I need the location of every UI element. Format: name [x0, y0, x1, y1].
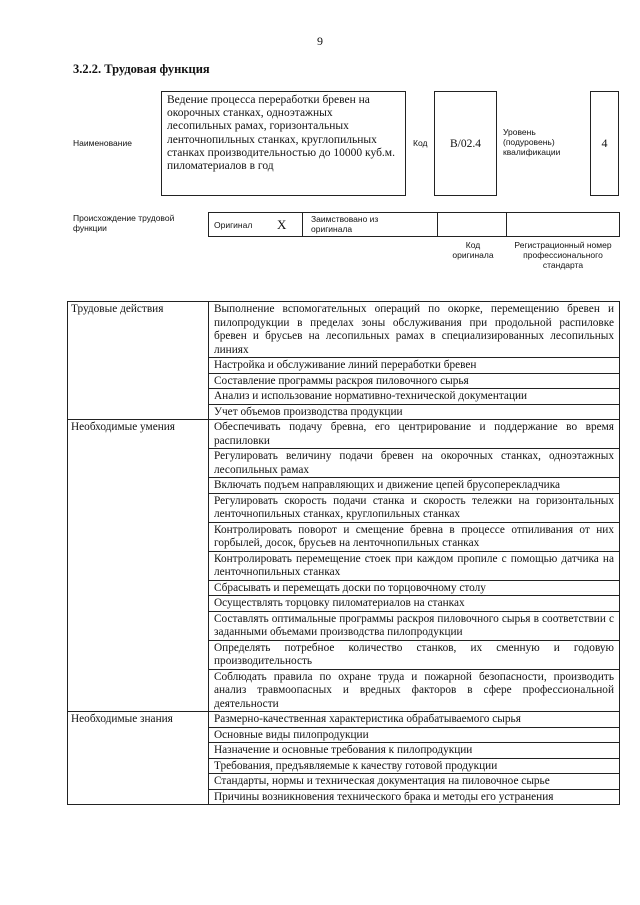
- table-row: [68, 712, 620, 728]
- section-heading: 3.2.2. Трудовая функция: [73, 62, 210, 76]
- function-name-value: Ведение процесса переработки бревен на окорочных станках, одноэтажных лесопильных рамах, горизонтальных ленточнопильных станках, круглопильных станках производительностью до 10000 куб.м. пиломатериалов в год: [167, 94, 395, 173]
- table-cell: Составление программы раскроя пиловочного сырья: [209, 373, 620, 389]
- page-number: 9: [317, 34, 323, 48]
- table-row: [68, 302, 620, 358]
- table-cell: Размерно-качественная характеристика обрабатываемого сырья: [209, 712, 620, 728]
- table-row: [68, 420, 620, 449]
- table-cell: Контролировать перемещение стоек при каждом пропиле с помощью датчика на ленточнопильных станках: [209, 551, 620, 580]
- borrowed-cell: [302, 212, 438, 237]
- borrowed-label: Заимствовано из оригинала: [311, 214, 379, 234]
- table-cell: Регулировать скорость подачи станка и скорость тележки на горизонтальных ленточнопильных станках, круглопильных станках: [209, 493, 620, 522]
- code-original-cell: [437, 212, 507, 237]
- table-cell: Соблюдать правила по охране труда и пожарной безопасности, производить анализ травмоопасных и вредных факторов в сфере профессиональной деятельности: [209, 669, 620, 712]
- function-name-box: [161, 91, 406, 196]
- original-mark: X: [277, 217, 287, 232]
- table-cell: Стандарты, нормы и техническая документация на пиловочное сырье: [209, 774, 620, 790]
- section-label: Необходимые умения: [68, 420, 209, 712]
- section-label: Необходимые знания: [68, 712, 209, 805]
- table-cell: Причины возникновения технического брака и методы его устранения: [209, 789, 620, 805]
- table-cell: Осуществлять торцовку пиломатериалов на станках: [209, 596, 620, 612]
- table-cell: Требования, предъявляемые к качеству готовой продукции: [209, 758, 620, 774]
- level-label: Уровень (подуровень) квалификации: [503, 127, 561, 157]
- table-cell: Учет объемов производства продукции: [209, 404, 620, 420]
- code-box: [434, 91, 497, 196]
- table-cell: Включать подъем направляющих и движение цепей брусоперекладчика: [209, 478, 620, 494]
- table-cell: Анализ и использование нормативно-технической документации: [209, 389, 620, 405]
- reg-number-caption: Регистрационный номер профессионального стандарта: [514, 240, 612, 270]
- level-value: 4: [601, 136, 608, 150]
- table-cell: Назначение и основные требования к пилопродукции: [209, 743, 620, 759]
- name-label: Наименование: [73, 138, 132, 148]
- code-original-caption: Код оригинала: [452, 240, 494, 260]
- table-cell: Выполнение вспомогательных операций по окорке, перемещению бревен и пилопродукции в пределах зоны обслуживания при продольной распиловке бревен и брусьев на лесопильных рамах в специализированных лесопильных линиях: [209, 302, 620, 358]
- function-details-table: [67, 301, 620, 805]
- origin-label: Происхождение трудовой функции: [73, 213, 175, 233]
- table-cell: Обеспечивать подачу бревна, его центрирование и поддержание во время распиловки: [209, 420, 620, 449]
- table-cell: Контролировать поворот и смещение бревна в процессе отпиливания от них горбылей, досок, брусьев на ленточнопильных станках: [209, 522, 620, 551]
- table-cell: Сбрасывать и перемещать доски по торцовочному столу: [209, 580, 620, 596]
- table-cell: Основные виды пилопродукции: [209, 727, 620, 743]
- code-value: В/02.4: [450, 137, 481, 150]
- table-cell: Составлять оптимальные программы раскроя пиловочного сырья в соответствии с заданными объемами производства пилопродукции: [209, 611, 620, 640]
- table-cell: Определять потребное количество станков, их сменную и годовую производительность: [209, 640, 620, 669]
- code-label: Код: [413, 138, 428, 148]
- reg-number-cell: [506, 212, 620, 237]
- level-box: [590, 91, 619, 196]
- original-cell: [208, 212, 303, 237]
- table-cell: Настройка и обслуживание линий переработки бревен: [209, 358, 620, 374]
- section-label: Трудовые действия: [68, 302, 209, 420]
- table-cell: Регулировать величину подачи бревен на окорочных станках, одноэтажных лесопильных рамах: [209, 449, 620, 478]
- original-label: Оригинал: [214, 220, 253, 230]
